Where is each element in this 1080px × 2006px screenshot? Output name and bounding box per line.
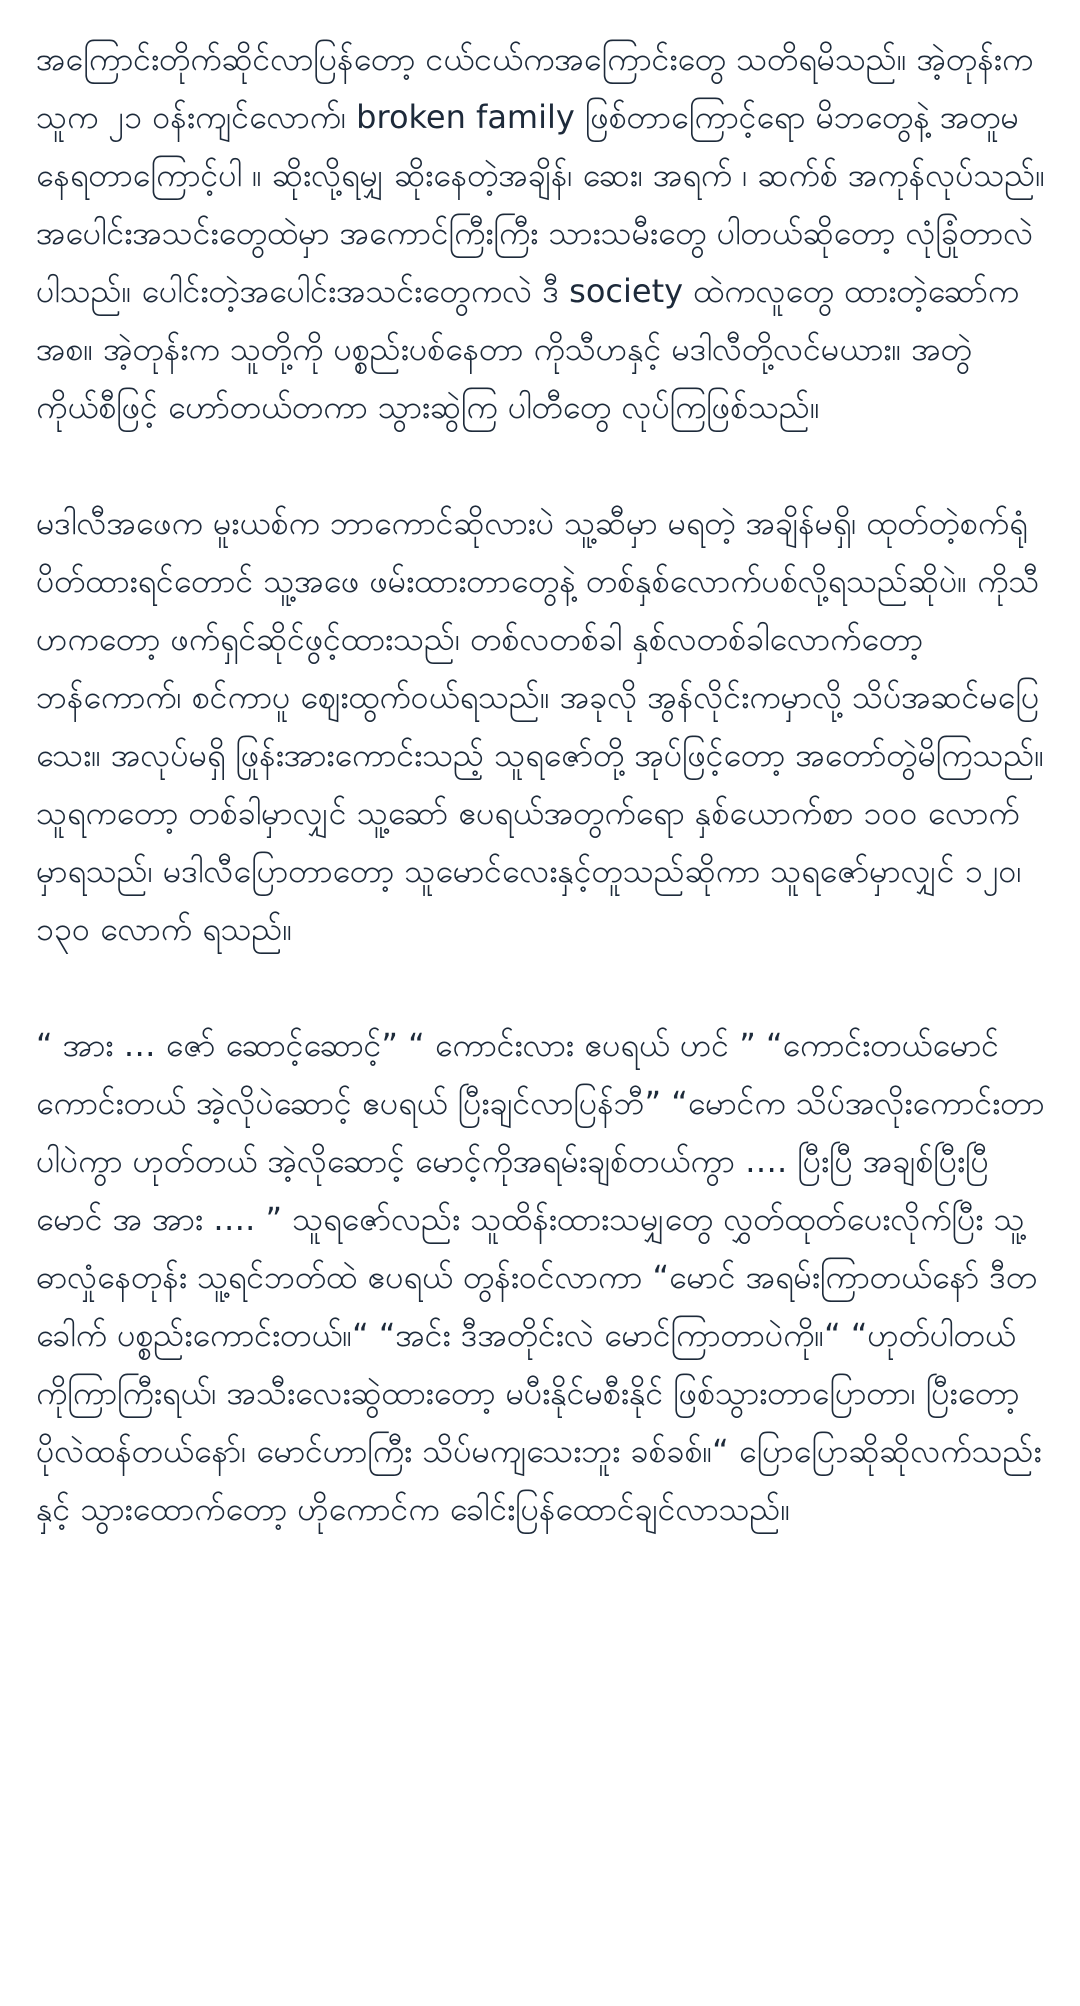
paragraph-3: “ အား … ဇော် ဆောင့်ဆောင့်” “ ကောင်းလား ဧပရယ် ဟင် ” “ကောင်းတယ်မောင် ကောင်းတယ် အဲ့လိုပဲဆောင့် ဧပရယ် ပြီးချင်လာပြန်ဘီ” “မောင်က သိပ်အလိုးကောင်းတာပါပဲကွာ ဟုတ်တယ် အဲ့လိုဆောင့် မောင့်ကိုအရမ်းချစ်တယ်ကွာ …. ပြီးပြီ အချစ်ပြီးပြီ မောင် အ အား …. ” သူရဇော်လည်း သူထိန်းထားသမျှတွေ လွှတ်ထုတ်ပေးလိုက်ပြီး သူ့ဓာလှုံနေတုန်း သူ့ရင်ဘတ်ထဲ ဧပရယ် တွန်းဝင်လာကာ “မောင် အရမ်းကြာတယ်နော် ဒီတခေါက် ပစ္စည်းကောင်းတယ်။“ “အင်း ဒီအတိုင်းလဲ မောင်ကြာတာပဲကို။“ “ဟုတ်ပါတယ် ကိုကြာကြီးရယ်၊ အသီးလေးဆွဲထားတော့ မပီးနိုင်မစီးနိုင် ဖြစ်သွားတာပြောတာ၊ ပြီးတော့ ပိုလဲထန်တယ်နော်၊ မောင်ဟာကြီး သိပ်မကျသေးဘူး ခစ်ခစ်။“ ပြောပြောဆိုဆိုလက်သည်းနှင့် သွားထောက်တော့ ဟိုကောင်က ခေါင်းပြန်ထောင်ချင်လာသည်။ — [36, 1026, 1045, 1528]
paragraph-2: မဒါလီအဖေက မူးယစ်က ဘာကောင်ဆိုလားပဲ သူ့ဆီမှာ မရတဲ့ အချိန်မရှိ၊ ထုတ်တဲ့စက်ရုံ ပိတ်ထားရင်တောင် သူ့အဖေ ဖမ်းထားတာတွေနဲ့ တစ်နှစ်လောက်ပစ်လို့ရသည်ဆိုပဲ။ ကိုသီဟကတော့ ဖက်ရှင်ဆိုင်ဖွင့်ထားသည်၊ တစ်လတစ်ခါ နှစ်လတစ်ခါလောက်တော့ ဘန်ကောက်၊ စင်ကာပူ ဈေးထွက်ဝယ်ရသည်။ အခုလို အွန်လိုင်းကမှာလို့ သိပ်အဆင်မပြေသေး။ အလုပ်မရှိ ဖြုန်းအားကောင်းသည့် သူရဇော်တို့ အုပ်ဖြင့်တော့ အတော်တွဲမိကြသည်။ သူရကတော့ တစ်ခါမှာလျှင် သူ့ဆော် ဧပရယ်အတွက်ရော နှစ်ယောက်စာ ၁၀၀ လောက် မှာရသည်၊ မဒါလီပြောတာတော့ သူမောင်လေးနှင့်တူသည်ဆိုကာ သူရဇော်မှာလျှင် ၁၂၀၊ ၁၃၀ လောက် ရသည်။ — [36, 504, 1045, 948]
article-body — [36, 30, 1046, 1538]
paragraph-1: အကြောင်းတိုက်ဆိုင်လာပြန်တော့ ငယ်ငယ်ကအကြောင်းတွေ သတိရမိသည်။ အဲ့တုန်းက သူက ၂၁ ဝန်းကျင်လောက်၊ broken family ဖြစ်တာကြောင့်ရော မိဘတွေနဲ့ အတူမနေရတာကြောင့်ပါ ။ ဆိုးလို့ရမျှ ဆိုးနေတဲ့အချိန်၊ ဆေး၊ အရက် ၊ ဆက်စ် အကုန်လုပ်သည်။ အပေါင်းအသင်းတွေထဲမှာ အကောင်ကြီးကြီး သားသမီးတွေ ပါတယ်ဆိုတော့ လုံခြုံတာလဲပါသည်။ ပေါင်းတဲ့အပေါင်းအသင်းတွေကလဲ ဒီ society ထဲကလူတွေ ထားတဲ့ဆော်ကအစ။ အဲ့တုန်းက သူတို့ကို ပစ္စည်းပစ်နေတာ ကိုသီဟနှင့် မဒါလီတို့လင်မယား။ အတွဲကိုယ်စီဖြင့် ဟော်တယ်တကာ သွားဆွဲကြ ပါတီတွေ လုပ်ကြဖြစ်သည်။ — [36, 40, 1045, 426]
